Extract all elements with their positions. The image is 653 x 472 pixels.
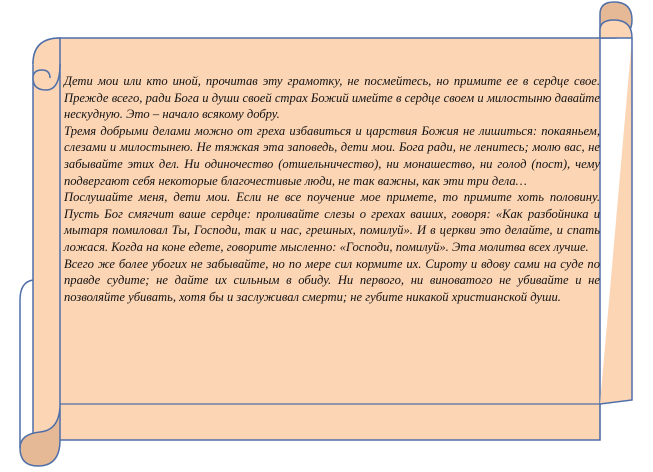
scroll-left-roll xyxy=(33,38,60,90)
paragraph-3: Послушайте меня, дети мои. Если не все поучение мое примете, то примите хоть половину. Пусть Бог смягчит ваше сердце: проливайте слезы о грехах ваших, говоря: «Как разбойника и мытаря помиловал Ты, Господи, так и нас, грешных, помилуй». И в церкви это делайте, и спать ложася. Когда на коне едете, говорите мысленно: «Господи, помилуй». Эта молитва всех лучше. xyxy=(64,190,600,254)
scroll-bottom-edge xyxy=(20,280,33,448)
paragraph-1: Дети мои или кто иной, прочитав эту грамотку, не посмейтесь, но примите ее в сердце свое. Прежде всего, ради Бога и души своей страх Божий имейте в сердце своем и милостыню давайте нескудную. Это – начало всякому добру. xyxy=(64,74,600,122)
scroll-right-edge xyxy=(600,38,632,404)
scroll-text-block xyxy=(64,73,600,305)
paragraph-4: Всего же более убогих не забывайте, но по мере сил кормите их. Сироту и вдову сами на суде по правде судите; не дайте их сильным в обиду. Ни первого, ни виноватого не убивайте и не позволяйте убивать, хотя бы и заслуживал смерти; не губите никакой христианской души. xyxy=(64,256,600,304)
paragraph-2: Тремя добрыми делами можно от греха избавиться и царствия Божия не лишиться: покаяньем, слезами и милостынею. Не тяжкая эта заповедь, дети мои. Бога ради, не ленитесь; молю вас, не забывайте этих дел. Ни одиночество (отшельничество), ни монашество, ни голод (пост), чему подвергают себя некоторые благочестивые люди, не так важны, как эти три дела… xyxy=(64,123,600,188)
